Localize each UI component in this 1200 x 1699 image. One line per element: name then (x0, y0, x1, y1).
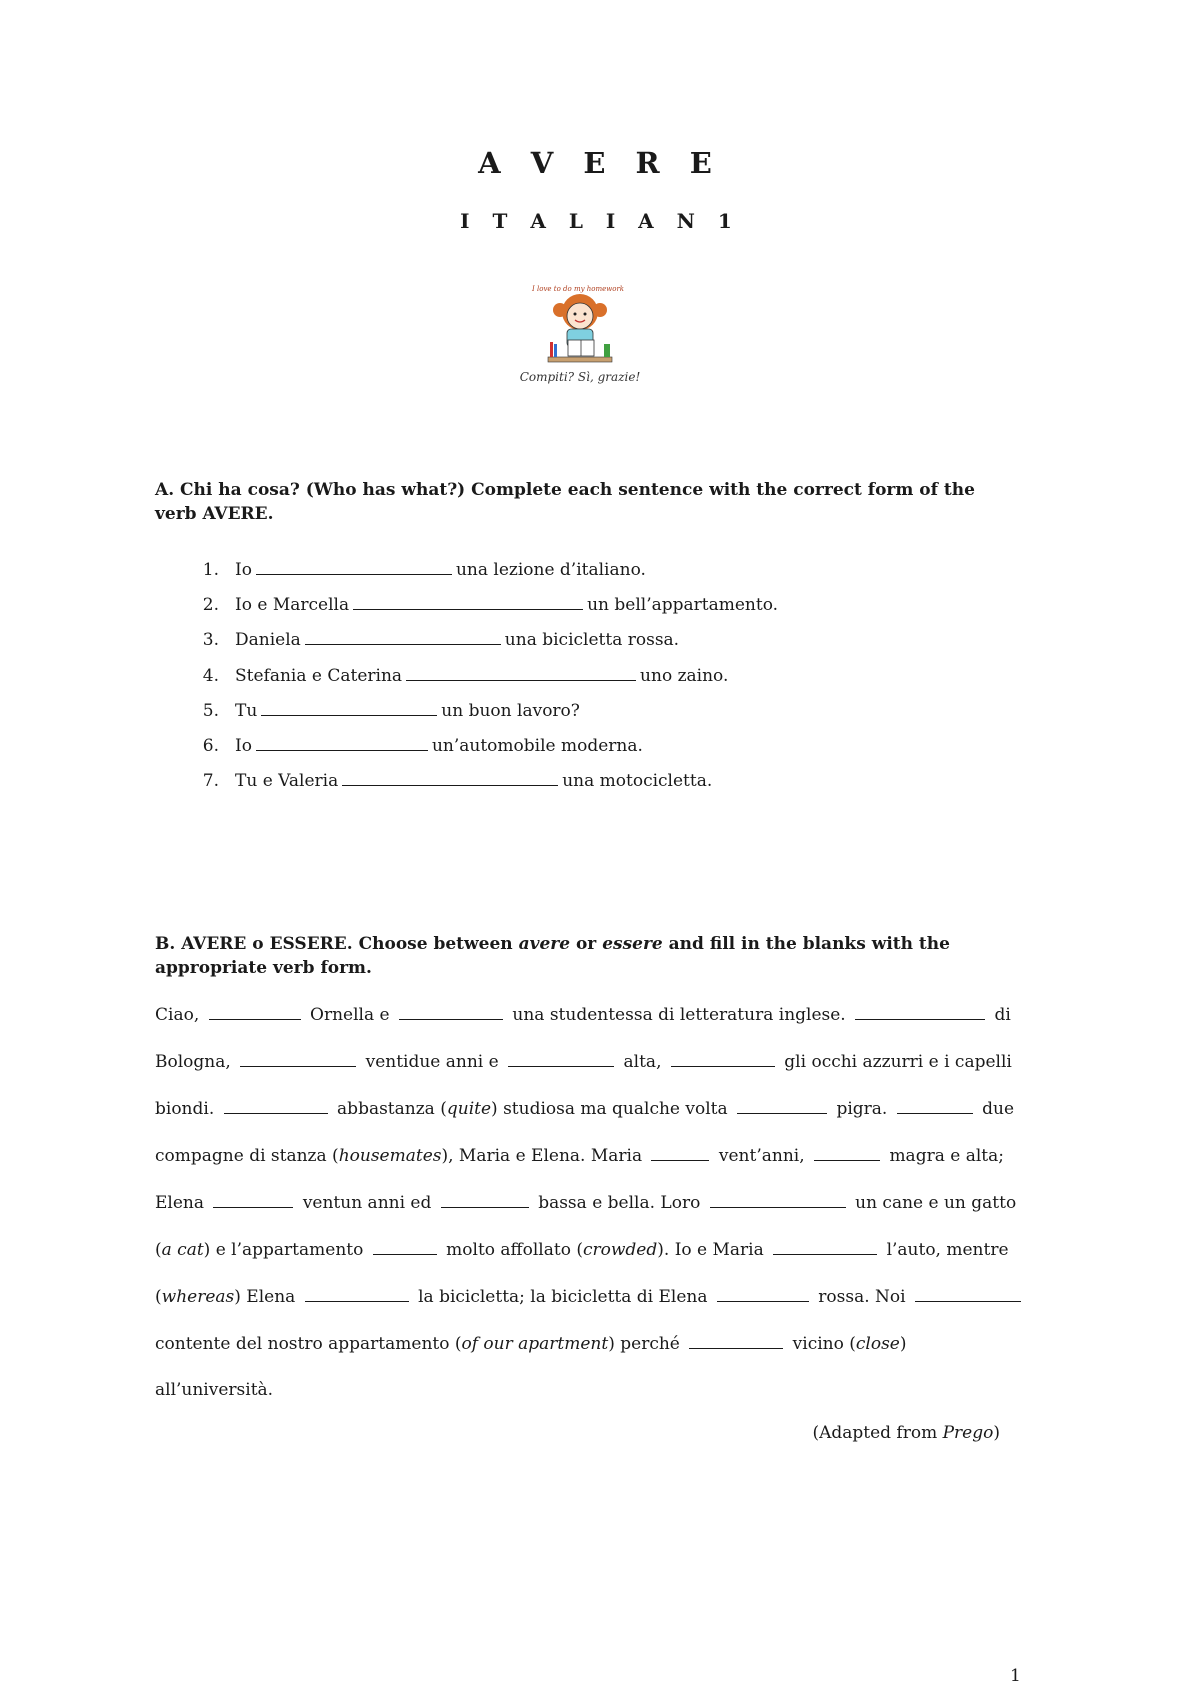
gloss: housemates (338, 1146, 442, 1166)
paragraph-line-8 (155, 1331, 1005, 1356)
answer-blank[interactable] (342, 768, 558, 786)
logo-handwriting: I love to do my homework (532, 285, 625, 293)
text: compagne di stanza ( (155, 1146, 339, 1166)
paragraph-line-6 (155, 1237, 1009, 1262)
text: Ciao, (155, 1005, 200, 1025)
gloss: a cat (161, 1240, 204, 1260)
text: all’università. (155, 1380, 274, 1400)
list-item (175, 591, 975, 626)
text: Bologna, (155, 1052, 231, 1072)
item-text-after: un bell’appartamento. (587, 595, 779, 616)
answer-blank[interactable] (240, 1049, 356, 1067)
text: la bicicletta; la bicicletta di Elena (418, 1287, 708, 1307)
text: gli occhi azzurri e i capelli (784, 1052, 1012, 1072)
text: molto affollato ( (446, 1240, 583, 1260)
text: ventun anni ed (302, 1193, 432, 1213)
text: biondi. (155, 1099, 215, 1119)
list-item (175, 732, 975, 767)
answer-blank[interactable] (213, 1190, 293, 1208)
text: magra e alta; (889, 1146, 1004, 1166)
answer-blank[interactable] (305, 1284, 409, 1302)
logo-caption: Compiti? Sì, grazie! (519, 370, 641, 384)
item-text-after: una lezione d’italiano. (455, 560, 646, 580)
item-text-after: uno zaino. (640, 665, 729, 686)
page-number: 1 (1010, 1666, 1021, 1686)
list-item (175, 697, 975, 732)
answer-blank[interactable] (710, 1190, 846, 1208)
paragraph-line-4 (155, 1143, 1005, 1168)
answer-blank[interactable] (256, 557, 452, 575)
list-item (175, 626, 975, 661)
heading-text: B. AVERE o ESSERE. Choose between (155, 934, 519, 954)
gloss: of our apartment (461, 1334, 609, 1354)
answer-blank[interactable] (651, 1143, 709, 1161)
answer-blank[interactable] (406, 663, 636, 681)
page-subtitle: I T A L I A N 1 (460, 209, 740, 233)
answer-blank[interactable] (224, 1096, 328, 1114)
answer-blank[interactable] (305, 627, 501, 645)
paragraph-line-2 (155, 1049, 1012, 1074)
source-credit (812, 1423, 1000, 1443)
text: contente del nostro appartamento ( (155, 1334, 462, 1354)
text: Ornella e (310, 1005, 390, 1025)
text: ) (899, 1334, 907, 1354)
text: pigra. (836, 1099, 888, 1119)
text: ventidue anni e (365, 1052, 499, 1072)
answer-blank[interactable] (256, 733, 428, 751)
text: abbastanza ( (337, 1099, 447, 1119)
item-text-before: Daniela (235, 630, 301, 651)
list-item (175, 767, 975, 802)
item-text-before: Tu (235, 700, 258, 721)
text: ) e l’appartamento (203, 1240, 364, 1260)
text: una studentessa di letteratura inglese. (512, 1005, 846, 1025)
text: ) Elena (234, 1287, 296, 1307)
item-number: 7. (202, 771, 219, 792)
text: Elena (155, 1193, 204, 1213)
paragraph-line-1 (155, 1002, 1011, 1027)
section-a-list (175, 556, 975, 802)
paragraph-line-5 (155, 1190, 1017, 1215)
page-title: A V E R E (478, 146, 722, 180)
answer-blank[interactable] (373, 1237, 437, 1255)
heading-text: or (570, 934, 603, 954)
section-a-heading: A. Chi ha cosa? (Who has what?) Complete each sentence with the correct form of the verb AVERE. (155, 480, 975, 524)
gloss: crowded (582, 1240, 658, 1260)
text: ) perché (608, 1334, 680, 1354)
text: ), Maria e Elena. Maria (441, 1146, 643, 1166)
item-number: 1. (202, 560, 219, 580)
answer-blank[interactable] (773, 1237, 877, 1255)
text: vicino ( (792, 1334, 856, 1354)
answer-blank[interactable] (737, 1096, 827, 1114)
text: l’auto, mentre (886, 1240, 1009, 1260)
item-text-after: un buon lavoro? (441, 700, 580, 721)
gloss: quite (446, 1099, 492, 1119)
text: ) studiosa ma qualche volta (491, 1099, 728, 1119)
answer-blank[interactable] (897, 1096, 973, 1114)
heading-avere: avere (518, 934, 571, 954)
text: alta, (623, 1052, 662, 1072)
paragraph-line-3 (155, 1096, 1015, 1121)
item-number: 4. (202, 665, 219, 686)
answer-blank[interactable] (261, 698, 437, 716)
paragraph-line-7 (155, 1284, 1005, 1309)
answer-blank[interactable] (915, 1284, 1021, 1302)
list-item (175, 556, 975, 591)
item-text-before: Io (235, 735, 252, 756)
paragraph-line-9 (155, 1378, 1005, 1402)
text: rossa. Noi (818, 1287, 906, 1307)
text: ). Io e Maria (657, 1240, 764, 1260)
text: (Adapted from (812, 1423, 943, 1443)
answer-blank[interactable] (508, 1049, 614, 1067)
item-text-before: Io (235, 560, 252, 580)
answer-blank[interactable] (671, 1049, 775, 1067)
text: due (982, 1099, 1015, 1119)
book-title: Prego (942, 1423, 994, 1443)
text: bassa e bella. Loro (538, 1193, 701, 1213)
text: ( (155, 1240, 162, 1260)
item-text-after: una bicicletta rossa. (504, 630, 680, 651)
text: di (994, 1005, 1011, 1025)
item-text-before: Stefania e Caterina (235, 665, 403, 686)
answer-blank[interactable] (441, 1190, 529, 1208)
list-item (175, 662, 975, 697)
item-text-before: Tu e Valeria (235, 771, 339, 792)
answer-blank[interactable] (814, 1143, 880, 1161)
section-b-heading (155, 932, 1005, 980)
item-number: 3. (202, 630, 219, 651)
item-text-after: un’automobile moderna. (431, 735, 643, 756)
text: vent’anni, (718, 1146, 805, 1166)
gloss: whereas (161, 1287, 235, 1307)
text: un cane e un gatto (855, 1193, 1017, 1213)
item-number: 5. (202, 700, 219, 721)
heading-text: and fill in the blanks with the appropriate verb form. (155, 934, 950, 978)
gloss: close (855, 1334, 900, 1354)
text: ) (993, 1423, 1000, 1443)
answer-blank[interactable] (855, 1002, 985, 1020)
answer-blank[interactable] (399, 1002, 503, 1020)
heading-essere: essere (602, 934, 663, 954)
answer-blank[interactable] (717, 1284, 809, 1302)
item-text-before: Io e Marcella (235, 595, 350, 616)
answer-blank[interactable] (353, 592, 583, 610)
answer-blank[interactable] (689, 1331, 783, 1349)
answer-blank[interactable] (209, 1002, 301, 1020)
item-number: 6. (202, 735, 219, 756)
item-text-after: una motocicletta. (562, 771, 713, 792)
item-number: 2. (202, 595, 219, 616)
text: ( (155, 1287, 162, 1307)
